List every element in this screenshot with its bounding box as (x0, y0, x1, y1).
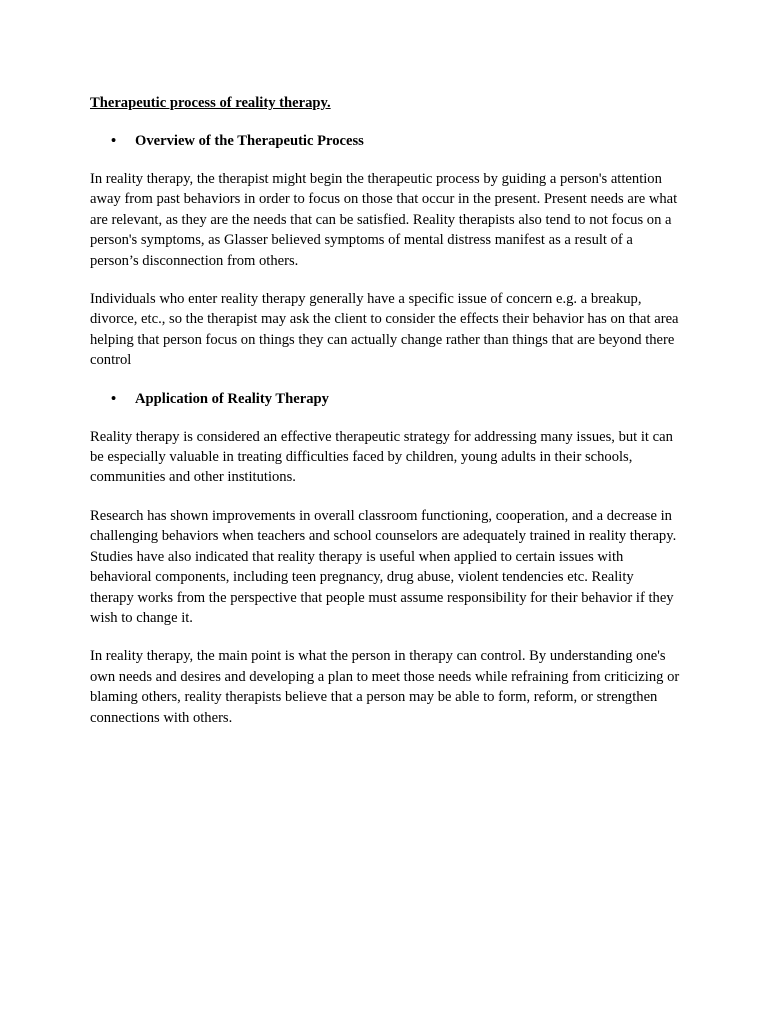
bullet-icon: • (111, 390, 117, 407)
document-body (90, 93, 680, 746)
paragraph: Individuals who enter reality therapy generally have a specific issue of concern e.g. a breakup, divorce, etc., so the therapist may ask the client to consider the effects their behavior has on that area helping that person focus on things they can actually change rather than things that are beyond there control (90, 291, 679, 369)
paragraph: In reality therapy, the main point is what the person in therapy can control. By understanding one's own needs and desires and developing a plan to meet those needs while refraining from criticizing or blaming others, reality therapists believe that a person may be able to form, reform, or strengthen connections with others. (90, 648, 680, 726)
section-heading-overview (90, 131, 680, 151)
document-title: Therapeutic process of reality therapy. (90, 95, 331, 111)
bullet-icon: • (111, 133, 117, 149)
section-heading-text: Overview of the Therapeutic Process (135, 133, 364, 149)
section-heading-text: Application of Reality Therapy (135, 390, 329, 407)
paragraph: Research has shown improvements in overall classroom functioning, cooperation, and a decrease in challenging behaviors when teachers and school counselors are adequately trained in reality therapy. Studies have also indicated that reality therapy is useful when applied to certain issues with behavioral components, including teen pregnancy, drug abuse, violent tendencies etc. Reality therapy works from the perspective that people must assume responsibility for their behavior if they wish to change it. (90, 507, 677, 626)
paragraph: In reality therapy, the therapist might begin the therapeutic process by guiding a person's attention away from past behaviors in order to focus on those that occur in the present. Present needs are what are relevant, as they are the needs that can be satisfied. Reality therapists also tend to not focus on a person's symptoms, as Glasser believed symptoms of mental distress manifest as a result of a person’s disconnection from others. (90, 171, 678, 269)
paragraph: Reality therapy is considered an effective therapeutic strategy for addressing many issues, but it can be especially valuable in treating difficulties faced by children, young adults in their schools, communities and other institutions. (90, 428, 673, 486)
section-heading-application (90, 389, 680, 409)
